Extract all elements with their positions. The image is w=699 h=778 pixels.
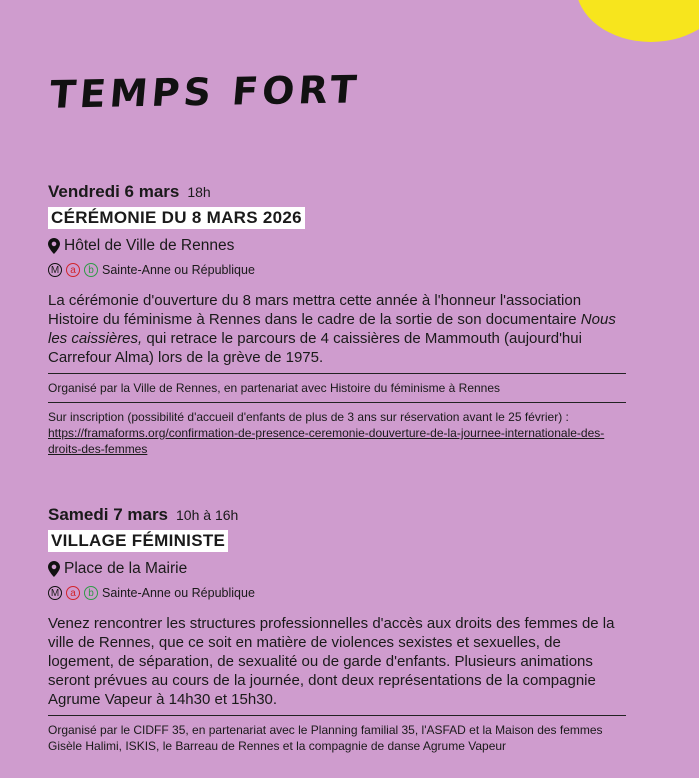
event-transport: [48, 263, 628, 277]
event-organizer: Organisé par la Ville de Rennes, en partenariat avec Histoire du féminisme à Rennes: [48, 381, 501, 395]
registration-text: Sur inscription (possibilité d'accueil d'enfants de plus de 3 ans sur réservation avant le 25 février) :: [48, 410, 569, 424]
description-text-end: qui retrace le parcours de 4 caissières de Mammouth (aujourd'hui Carrefour Alma) lors de la grève de 1975.: [48, 330, 582, 366]
transport-stops: Sainte-Anne ou République: [102, 586, 255, 600]
metro-line-a-icon: a: [66, 586, 80, 600]
event-location-text: Place de la Mairie: [64, 560, 188, 577]
event-time: 18h: [187, 184, 211, 200]
metro-line-b-icon: b: [84, 263, 98, 277]
registration-link[interactable]: https://framaforms.org/confirmation-de-presence-ceremonie-douverture-de-la-journee-internationale-des-droits-des-femmes: [48, 426, 605, 456]
event-registration: [48, 403, 626, 463]
event-village: [48, 505, 628, 760]
metro-line-a-icon: a: [66, 263, 80, 277]
decorative-sun-shape: [576, 0, 699, 42]
event-ceremonie: [48, 182, 628, 463]
event-title: CÉRÉMONIE DU 8 MARS 2026: [48, 207, 305, 229]
location-pin-icon: [48, 238, 60, 254]
event-time: 10h à 16h: [176, 507, 239, 523]
event-description: [48, 291, 623, 367]
metro-icon: M: [48, 586, 62, 600]
event-description: Venez rencontrer les structures professionnelles d'accès aux droits des femmes de la ville de Rennes, que ce soit en matière de violences sexistes et sexuelles, de logement, de séparation, de sexualité ou de garde d'enfants. Plusieurs animations seront prévues au cours de la journée, dont deux représentations de la compagnie Agrume Vapeur à 14h30 et 15h30.: [48, 615, 615, 708]
event-day: Vendredi 6 mars: [48, 182, 180, 201]
transport-stops: Sainte-Anne ou République: [102, 263, 255, 277]
location-pin-icon: [48, 561, 60, 577]
event-date-line: [48, 505, 628, 525]
event-location-text: Hôtel de Ville de Rennes: [64, 237, 235, 254]
event-date-line: [48, 182, 628, 202]
event-organizer: Organisé par le CIDFF 35, en partenariat avec le Planning familial 35, l'ASFAD et la Maison des femmes Gisèle Halimi, ISKIS, le Barreau de Rennes et la compagnie de danse Agrume Vapeur: [48, 723, 603, 753]
description-text: La cérémonie d'ouverture du 8 mars mettra cette année à l'honneur l'association Histoire du féminisme à Rennes dans le cadre de la sortie de son documentaire: [48, 292, 582, 328]
metro-icon: M: [48, 263, 62, 277]
documentary-title: Nous les caissières,: [48, 311, 616, 347]
page-title: TEMPS FORT: [47, 67, 363, 117]
event-day: Samedi 7 mars: [48, 505, 169, 524]
event-title: VILLAGE FÉMINISTE: [48, 530, 228, 552]
event-transport: [48, 586, 628, 600]
event-location: [48, 560, 628, 578]
metro-line-b-icon: b: [84, 586, 98, 600]
event-location: [48, 237, 628, 255]
